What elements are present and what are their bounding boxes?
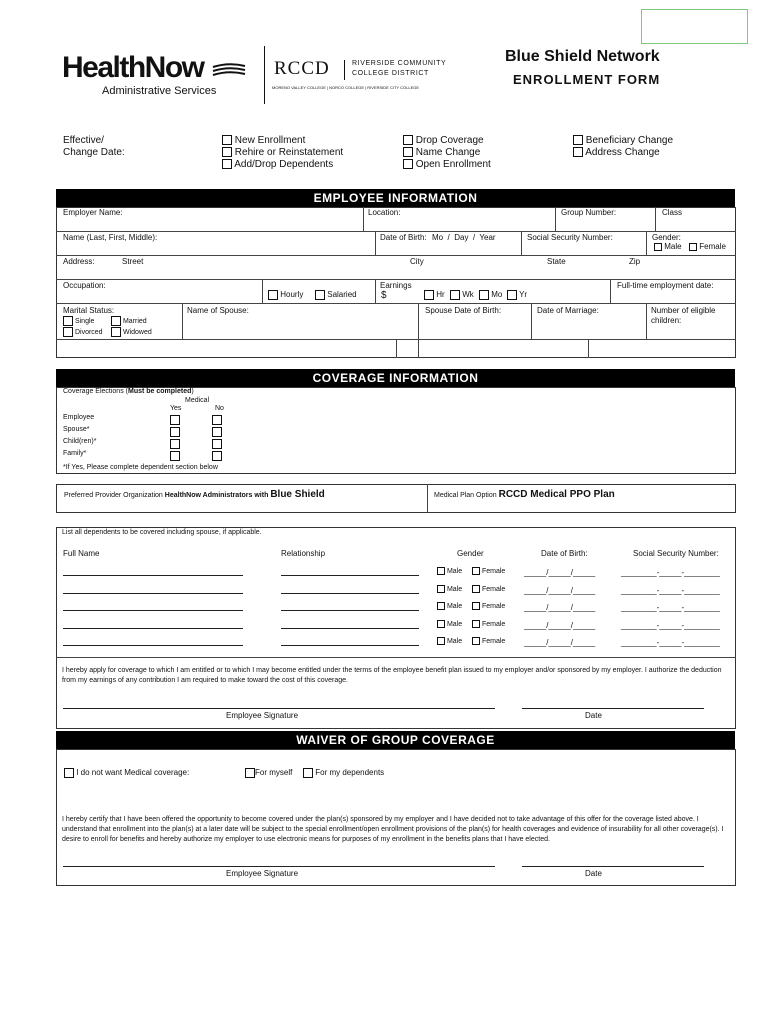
checkbox-icon[interactable]: [403, 159, 413, 169]
checkbox-icon[interactable]: [111, 316, 121, 326]
coverage-spouse-no-checkbox[interactable]: [212, 427, 222, 437]
class-label: Class: [662, 208, 683, 217]
dependent-dob-blank[interactable]: _____/_____/_____: [524, 638, 596, 647]
coverage-authorization-text: I hereby apply for coverage to which I am entitled or to which I may become entitled under the terms of the employee benefit plan issued to my employer and/or sponsored by my employer. I authorize the deduction from my earnings of any contribution I am required to make toward the cost of this coverage.: [62, 667, 722, 684]
checkbox-icon[interactable]: [424, 290, 434, 300]
checkbox-icon[interactable]: [222, 135, 232, 145]
col-divider: [262, 279, 263, 303]
option-add-drop-dependents[interactable]: Add/Drop Dependents: [222, 159, 333, 170]
dependent-name-line[interactable]: [63, 645, 243, 646]
form-title: Blue Shield Network: [505, 48, 660, 65]
employer-name-label: Employer Name:: [63, 208, 123, 217]
option-drop-coverage[interactable]: Drop Coverage: [403, 135, 484, 146]
option-address-change[interactable]: Address Change: [573, 147, 660, 158]
dependent-gender-male[interactable]: Male: [437, 602, 462, 610]
col-divider: [646, 303, 647, 339]
dependents-intro: List all dependents to be covered including spouse, if applicable.: [62, 529, 262, 536]
coverage-row-family: Family*: [63, 450, 87, 457]
dependent-gender-female[interactable]: Female: [472, 602, 505, 610]
col-divider: [427, 484, 428, 513]
employee-signature-line[interactable]: [63, 708, 495, 709]
dependent-name-line[interactable]: [63, 610, 243, 611]
checkbox-icon[interactable]: [472, 620, 480, 628]
group-number-label: Group Number:: [561, 208, 617, 217]
dependent-ssn-blank[interactable]: ________-_____-________: [621, 568, 720, 577]
coverage-info-heading: COVERAGE INFORMATION: [56, 369, 735, 387]
yes-column-label: Yes: [170, 405, 182, 412]
dependent-relationship-line[interactable]: [281, 575, 419, 576]
checkbox-icon[interactable]: [268, 290, 278, 300]
marital-widowed[interactable]: Widowed: [111, 327, 152, 337]
logo-swoosh-icon: [212, 62, 246, 83]
checkbox-icon[interactable]: [315, 290, 325, 300]
col-divider: [610, 279, 611, 303]
salaried-option[interactable]: Salaried: [315, 290, 357, 300]
checkbox-icon[interactable]: [111, 327, 121, 337]
dependent-note: *If Yes, Please complete dependent section below: [63, 464, 218, 471]
dependent-name-line[interactable]: [63, 575, 243, 576]
dependent-name-line[interactable]: [63, 628, 243, 629]
state-label: State: [547, 257, 566, 266]
dependent-name-line[interactable]: [63, 593, 243, 594]
date-label: Date: [585, 711, 602, 720]
marital-married[interactable]: Married: [111, 316, 147, 326]
waiver-certify-text: I hereby certify that I have been offered the opportunity to become covered under the plan(s) sponsored by my employer and I have decided not to take advantage of this offer for the coverage listed above. I understand that enrollment into the plan(s) at a later date will be subject to the special enrollment/open enrollment provisions of the plan(s) for health coverages and evidence of insurability for all other coverage(s). I desire to enroll for benefits and hereby authorize my employer to use electronic means for purposes of my enrollment in the benefits plans that I have elected.: [62, 816, 724, 843]
coverage-employee-no-checkbox[interactable]: [212, 415, 222, 425]
waiver-signature-line[interactable]: [63, 866, 495, 867]
waiver-signature-label: Employee Signature: [226, 869, 299, 878]
dob-label: Date of Birth:: [380, 233, 427, 242]
coverage-row-employee: Employee: [63, 414, 95, 421]
hourly-option[interactable]: Hourly: [268, 290, 303, 300]
dependent-relationship-line[interactable]: [281, 593, 419, 594]
col-relationship: Relationship: [281, 549, 326, 558]
row-divider: [56, 231, 736, 232]
no-column-label: No: [215, 405, 224, 412]
checkbox-icon[interactable]: [303, 768, 313, 778]
gender-male[interactable]: Male: [654, 242, 682, 251]
name-label: Name (Last, First, Middle):: [63, 233, 158, 242]
employee-info-heading: EMPLOYEE INFORMATION: [56, 189, 735, 207]
option-rehire[interactable]: Rehire or Reinstatement: [222, 147, 343, 158]
address-label: Address:: [63, 257, 95, 266]
checkbox-icon[interactable]: [222, 159, 232, 169]
ssn-label: Social Security Number:: [527, 233, 613, 242]
coverage-family-no-checkbox[interactable]: [212, 451, 222, 461]
earnings-mo[interactable]: Mo: [479, 290, 502, 300]
col-divider: [182, 303, 183, 339]
coverage-row-spouse: Spouse*: [63, 426, 90, 433]
eligible-children-label-1: Number of eligible: [651, 306, 716, 315]
healthnow-logo: [62, 52, 252, 102]
row-divider: [56, 303, 736, 304]
dependent-dob-blank[interactable]: _____/_____/_____: [524, 603, 596, 612]
section-divider: [56, 657, 736, 658]
checkbox-icon[interactable]: [450, 290, 460, 300]
rccd-name-line1: RIVERSIDE COMMUNITY: [352, 60, 447, 67]
eligible-children-label-2: children:: [651, 316, 682, 325]
row-divider: [56, 279, 736, 280]
option-open-enrollment[interactable]: Open Enrollment: [403, 159, 491, 170]
col-full-name: Full Name: [63, 549, 100, 558]
dependent-ssn-blank[interactable]: ________-_____-________: [621, 621, 720, 630]
ppo-label: Preferred Provider Organization HealthNow Administrators with Blue Shield: [64, 489, 325, 500]
checkbox-icon[interactable]: [472, 585, 480, 593]
checkbox-icon[interactable]: [437, 602, 445, 610]
checkbox-icon[interactable]: [654, 243, 662, 251]
employee-signature-label: Employee Signature: [226, 711, 299, 720]
street-label: Street: [122, 257, 144, 266]
earnings-label: Earnings: [380, 281, 412, 290]
fulltime-date-label: Full-time employment date:: [617, 281, 714, 290]
coverage-elections-box: [56, 387, 736, 474]
checkbox-icon[interactable]: [472, 602, 480, 610]
logo-divider: [264, 46, 265, 104]
waiver-date-line[interactable]: [522, 866, 704, 867]
marital-single[interactable]: Single: [63, 316, 94, 326]
coverage-spouse-yes-checkbox[interactable]: [170, 427, 180, 437]
waiver-date-label: Date: [585, 869, 602, 878]
coverage-children-no-checkbox[interactable]: [212, 439, 222, 449]
dependent-ssn-blank[interactable]: ________-_____-________: [621, 603, 720, 612]
dependent-gender-male[interactable]: Male: [437, 637, 462, 645]
rccd-colleges: MORENO VALLEY COLLEGE | NORCO COLLEGE | RIVERSIDE CITY COLLEGE: [272, 85, 420, 90]
checkbox-icon[interactable]: [63, 316, 73, 326]
dependent-ssn-blank[interactable]: ________-_____-________: [621, 638, 720, 647]
dependent-gender-male[interactable]: Male: [437, 585, 462, 593]
waiver-for-myself[interactable]: For myself: [245, 768, 292, 778]
checkbox-icon[interactable]: [689, 243, 697, 251]
coverage-elections-label: Coverage Elections (Must be completed): [63, 388, 194, 395]
checkbox-icon[interactable]: [63, 327, 73, 337]
col-divider: [655, 207, 656, 231]
coverage-children-yes-checkbox[interactable]: [170, 439, 180, 449]
checkbox-icon[interactable]: [507, 290, 517, 300]
option-name-change[interactable]: Name Change: [403, 147, 480, 158]
location-label: Location:: [368, 208, 401, 217]
col-divider: [588, 339, 589, 358]
dependent-dob-blank[interactable]: _____/_____/_____: [524, 568, 596, 577]
rccd-divider: [344, 60, 345, 80]
checkbox-icon[interactable]: [573, 135, 583, 145]
zip-label: Zip: [629, 257, 641, 266]
col-gender: Gender: [457, 549, 484, 558]
dependent-gender-male[interactable]: Male: [437, 620, 462, 628]
dependent-ssn-blank[interactable]: ________-_____-________: [621, 586, 720, 595]
coverage-row-children: Child(ren)*: [63, 438, 97, 445]
option-beneficiary-change[interactable]: Beneficiary Change: [573, 135, 673, 146]
checkbox-icon[interactable]: [437, 620, 445, 628]
marriage-date-label: Date of Marriage:: [537, 306, 599, 315]
occupation-label: Occupation:: [63, 281, 106, 290]
checkbox-icon[interactable]: [472, 567, 480, 575]
medical-column-label: Medical: [185, 397, 210, 404]
col-divider: [363, 207, 364, 231]
col-ssn: Social Security Number:: [633, 549, 719, 558]
spouse-name-label: Name of Spouse:: [187, 306, 249, 315]
col-divider: [555, 207, 556, 231]
dependent-gender-female[interactable]: Female: [472, 637, 505, 645]
rccd-logo: [272, 58, 452, 98]
dependent-gender-female[interactable]: Female: [472, 567, 505, 575]
dependent-relationship-line[interactable]: [281, 610, 419, 611]
checkbox-icon[interactable]: [245, 768, 255, 778]
row-divider: [56, 255, 736, 256]
dependent-gender-female[interactable]: Female: [472, 585, 505, 593]
col-divider: [375, 231, 376, 255]
effective-label-2: Change Date:: [63, 147, 125, 158]
dollar-sign: $: [381, 290, 387, 301]
checkbox-icon[interactable]: [403, 147, 413, 157]
dependent-gender-male[interactable]: Male: [437, 567, 462, 575]
form-subtitle: ENROLLMENT FORM: [513, 72, 661, 87]
checkbox-icon[interactable]: [437, 637, 445, 645]
col-dob: Date of Birth:: [541, 549, 588, 558]
healthnow-wordmark: HealthNow: [62, 51, 204, 84]
checkbox-icon[interactable]: [403, 135, 413, 145]
rccd-name-line2: COLLEGE DISTRICT: [352, 70, 429, 77]
coverage-employee-yes-checkbox[interactable]: [170, 415, 180, 425]
marital-status-label: Marital Status:: [63, 306, 115, 315]
option-new-enrollment[interactable]: New Enrollment: [222, 135, 305, 146]
dependent-relationship-line[interactable]: [281, 645, 419, 646]
coverage-family-yes-checkbox[interactable]: [170, 451, 180, 461]
checkbox-icon[interactable]: [222, 147, 232, 157]
col-divider: [646, 231, 647, 255]
col-divider: [418, 303, 419, 358]
corner-box: [641, 9, 748, 44]
dependent-dob-blank[interactable]: _____/_____/_____: [524, 586, 596, 595]
checkbox-icon[interactable]: [472, 637, 480, 645]
waiver-for-dependents[interactable]: For my dependents: [303, 768, 384, 778]
col-divider: [521, 231, 522, 255]
waiver-no-medical[interactable]: I do not want Medical coverage:: [64, 768, 189, 778]
waiver-heading: WAIVER OF GROUP COVERAGE: [56, 731, 735, 749]
earnings-yr[interactable]: Yr: [507, 290, 527, 300]
col-divider: [531, 303, 532, 339]
plan-option: Medical Plan Option RCCD Medical PPO Plan: [434, 489, 615, 500]
col-divider: [375, 279, 376, 303]
rccd-wordmark: RCCD: [274, 58, 330, 79]
gender-label: Gender:: [652, 233, 681, 242]
marital-divorced[interactable]: Divorced: [63, 327, 103, 337]
checkbox-icon[interactable]: [64, 768, 74, 778]
effective-label-1: Effective/: [63, 135, 104, 146]
gender-female[interactable]: Female: [689, 242, 726, 251]
date-signature-line[interactable]: [522, 708, 704, 709]
earnings-hr[interactable]: Hr: [424, 290, 445, 300]
spouse-dob-label: Spouse Date of Birth:: [425, 306, 502, 315]
dependent-gender-female[interactable]: Female: [472, 620, 505, 628]
checkbox-icon[interactable]: [437, 585, 445, 593]
city-label: City: [410, 257, 424, 266]
healthnow-subtitle: Administrative Services: [102, 85, 217, 97]
checkbox-icon[interactable]: [573, 147, 583, 157]
dependent-relationship-line[interactable]: [281, 628, 419, 629]
dob-format: Mo / Day / Year: [432, 233, 496, 242]
dependent-dob-blank[interactable]: _____/_____/_____: [524, 621, 596, 630]
checkbox-icon[interactable]: [437, 567, 445, 575]
col-divider: [396, 339, 397, 358]
earnings-wk[interactable]: Wk: [450, 290, 474, 300]
checkbox-icon[interactable]: [479, 290, 489, 300]
